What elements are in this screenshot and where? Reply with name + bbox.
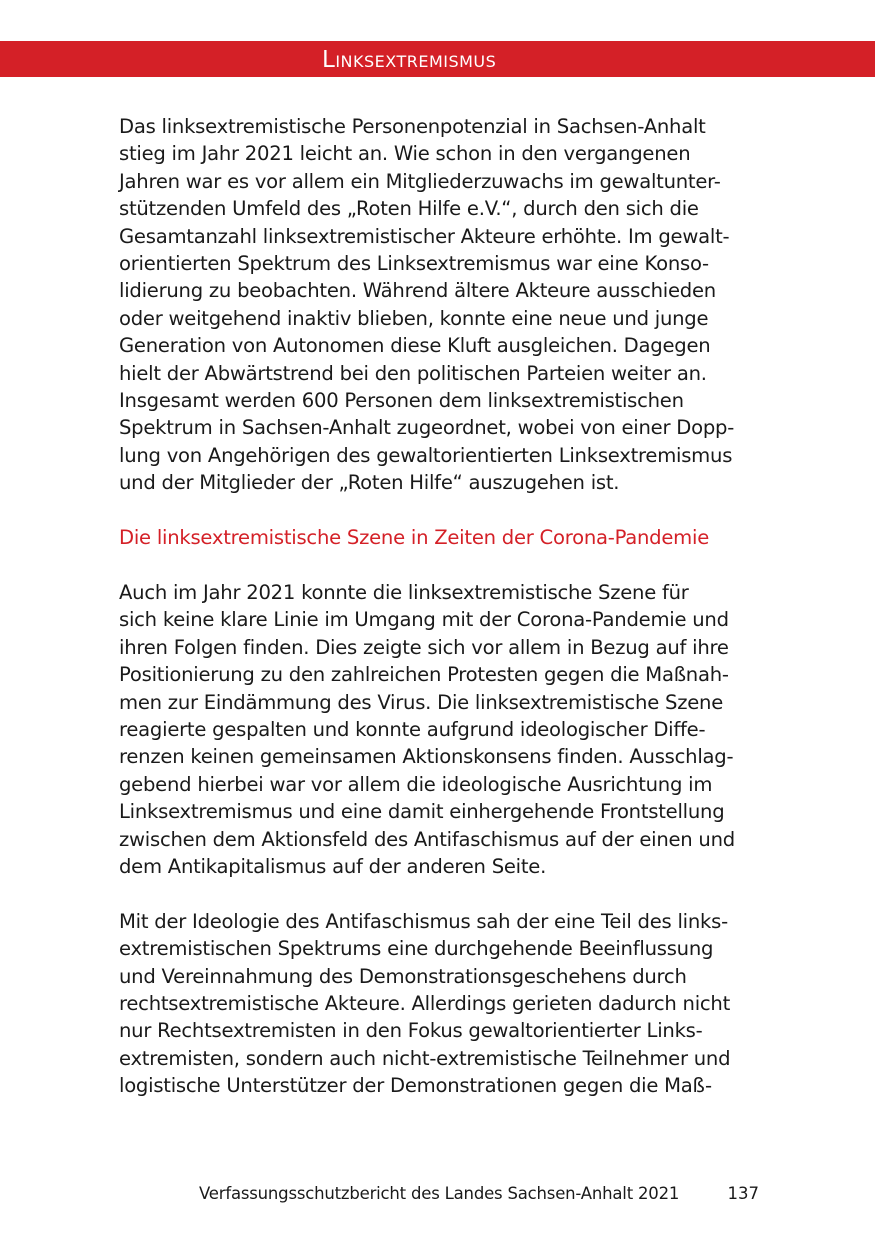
page-footer — [199, 1181, 759, 1207]
page-content — [119, 113, 759, 1100]
footer-publication-title: Verfassungsschutzbericht des Landes Sachsen-Anhalt 2021 — [199, 1184, 680, 1203]
page-number: 137 — [727, 1184, 759, 1203]
body-paragraph-1: Das linksextremistische Personenpotenzial in Sachsen-Anhalt stieg im Jahr 2021 leicht an. Wie schon in den vergangenen Jahren war es vor allem ein Mitgliederzuwachs im gewaltunter- stützenden Umfeld des „Roten Hilfe e.V.“, durch den sich die Gesamtanzahl linksextremistischer Akteure erhöhte. Im gewalt- orientierten Spektrum des Linksextremismus war eine Konso- lidierung zu beobachten. Während ältere Akteure ausschieden oder weitgehend inaktiv blieben, konnte eine neue und junge Generation von Autonomen diese Kluft ausgleichen. Dagegen hielt der Abwärtstrend bei den politischen Parteien weiter an. Insgesamt werden 600 Personen dem linksextremistischen Spektrum in Sachsen-Anhalt zugeordnet, wobei von einer Dopp- lung von Angehörigen des gewaltorientierten Linksextremismus und der Mitglieder der „Roten Hilfe“ auszugehen ist. — [119, 115, 735, 495]
paragraph-spacer — [119, 880, 759, 907]
chapter-header-bar — [0, 41, 875, 77]
section-subheading: Die linksextremistische Szene in Zeiten der Corona-Pandemie — [119, 526, 710, 550]
paragraph-spacer — [119, 497, 759, 524]
body-paragraph-3: Mit der Ideologie des Antifaschismus sah der eine Teil des links- extremistischen Spektrums eine durchgehende Beeinflussung und Vereinnahmung des Demonstrationsgeschehens durch rechtsextremistische Akteure. Allerdings gerieten dadurch nicht nur Rechtsextremisten in den Fokus gewaltorientierter Links- extremisten, sondern auch nicht-extremistische Teilnehmer und logistische Unterstützer der Demonstrationen gegen die Maß- — [119, 909, 731, 1098]
paragraph-spacer — [119, 551, 759, 578]
chapter-title — [0, 41, 875, 77]
chapter-title-text: Linksextremismus — [322, 47, 497, 73]
body-paragraph-2: Auch im Jahr 2021 konnte die linksextremistische Szene für sich keine klare Linie im Umgang mit der Corona-Pandemie und ihren Folgen finden. Dies zeigte sich vor allem in Bezug auf ihre Positionierung zu den zahlreichen Protesten gegen die Maßnah- men zur Eindämmung des Virus. Die linksextremistische Szene reagierte gespalten und konnte aufgrund ideologischer Diffe- renzen keinen gemeinsamen Aktionskonsens finden. Ausschlag- gebend hierbei war vor allem die ideologische Ausrichtung im Linksextremismus und eine damit einhergehende Frontstellung zwischen dem Aktionsfeld des Antifaschismus auf der einen und dem Antikapitalismus auf der anderen Seite. — [119, 580, 735, 878]
